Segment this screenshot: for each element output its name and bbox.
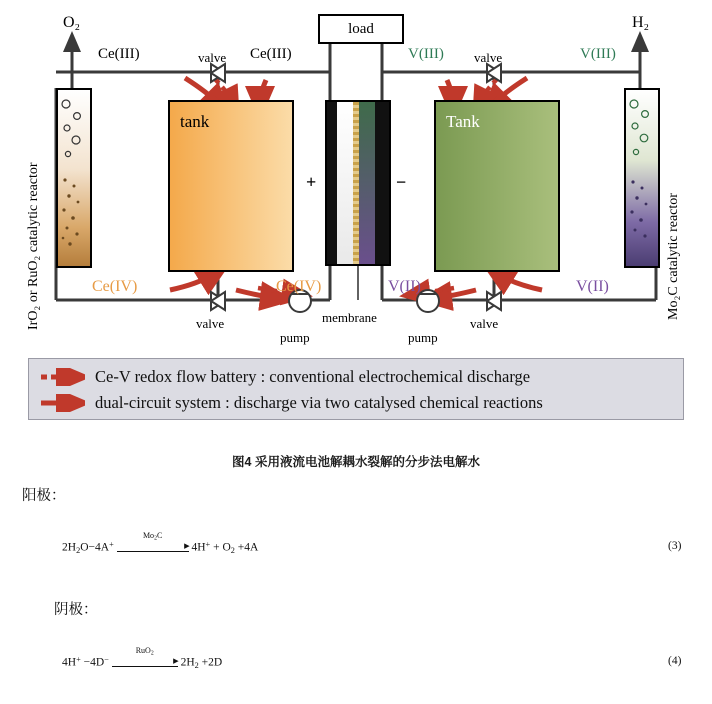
cell-minus-label: −	[396, 172, 407, 192]
ce4-mid-label: Ce(IV)	[276, 278, 322, 295]
ce4-left-label: Ce(IV)	[92, 278, 138, 295]
right-reactor-bubbles	[624, 88, 656, 264]
cell-plus-label: +	[306, 172, 317, 192]
v3-right-label: V(III)	[580, 46, 616, 62]
ce3-mid-label: Ce(III)	[250, 46, 292, 62]
right-tank-label: Tank	[446, 112, 480, 131]
cathode-section-title: 阴极：	[54, 602, 98, 618]
anode-equation-number: (3)	[668, 540, 682, 552]
anode-section-title: 阳极：	[22, 488, 66, 504]
load-label: load	[348, 20, 374, 37]
v2-mid-label: V(II)	[388, 278, 421, 295]
right-reactor-label: Mo₂C catalytic reactor	[666, 193, 681, 320]
cell-positive-electrode	[327, 102, 337, 264]
legend-item-dashed	[37, 364, 675, 390]
pump-right-label: pump	[408, 330, 438, 345]
cathode-equation-number: (4)	[668, 655, 682, 667]
dashed-arrow-icon	[37, 368, 85, 386]
legend-text-solid: dual-circuit system : discharge via two catalysed chemical reactions	[95, 393, 543, 412]
anode-equation: $2H_2O-4A^+$ $Mo_2C$ ▸ $4H^+ + O_2 +4A$	[62, 530, 259, 555]
valve-top-right-label: valve	[474, 50, 503, 65]
load-box	[318, 14, 404, 44]
h2-label: H₂	[632, 14, 650, 31]
v3-mid-label: V(III)	[408, 46, 444, 62]
valve-top-left-label: valve	[198, 50, 227, 65]
cell-right-chamber	[359, 102, 375, 264]
solid-arrow-icon	[37, 394, 85, 412]
left-reactor-bubbles	[56, 88, 88, 264]
legend-text-dashed: Ce-V redox flow battery : conventional electrochemical discharge	[95, 367, 531, 386]
v2-right-label: V(II)	[576, 278, 609, 295]
pump-left-label: pump	[280, 330, 310, 345]
membrane-label: membrane	[322, 310, 377, 325]
cell-negative-electrode	[375, 102, 389, 264]
left-tank-label: tank	[180, 112, 210, 131]
legend-box	[28, 358, 684, 420]
cathode-equation: 4H+ −4D− RuO$_2$ ▸ $2H_2 +2D$	[62, 645, 223, 670]
ce3-left-label: Ce(III)	[98, 46, 140, 62]
figure-caption: 图4 采用液流电池解耦水裂解的分步法电解水	[232, 455, 480, 469]
cell-left-chamber	[337, 102, 353, 264]
valve-bottom-right-label: valve	[470, 316, 499, 331]
valve-bottom-left-label: valve	[196, 316, 225, 331]
legend-item-solid	[37, 390, 675, 416]
o2-label: O₂	[63, 14, 81, 31]
electrochemical-cell	[325, 100, 391, 266]
left-reactor-label: IrO₂ or RuO₂ catalytic reactor	[26, 162, 41, 330]
